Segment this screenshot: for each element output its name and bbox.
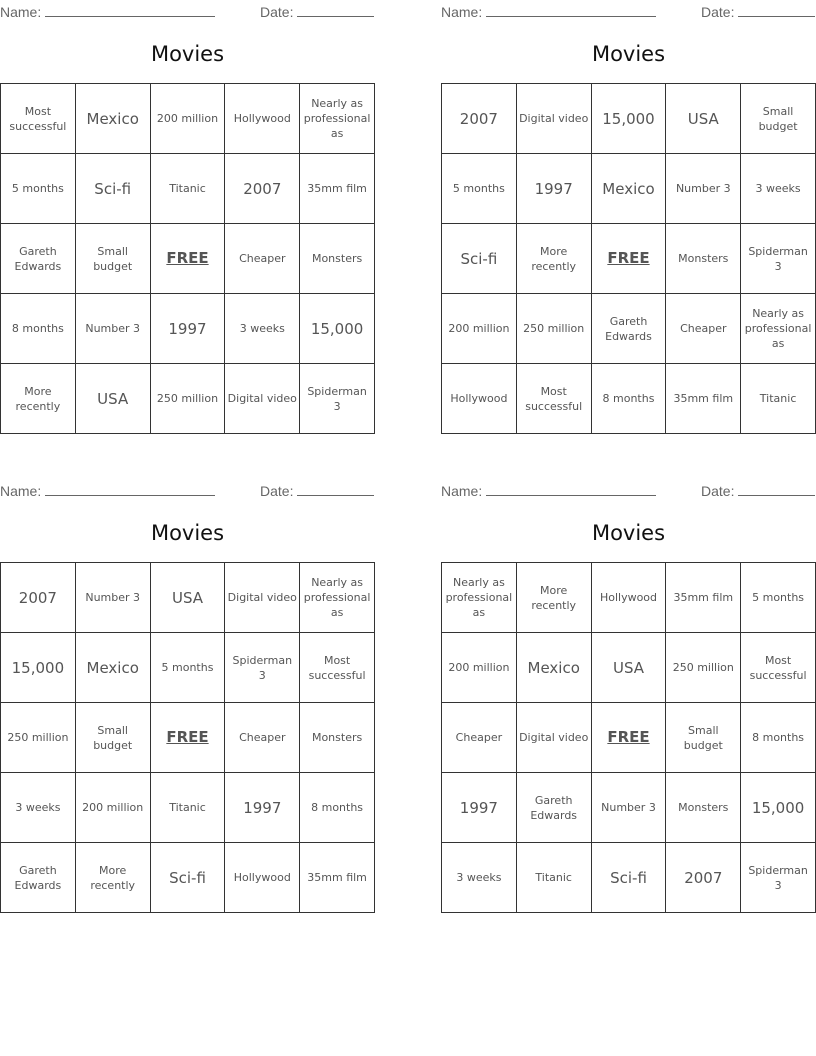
grid-row	[442, 703, 816, 773]
grid-row	[442, 563, 816, 633]
bingo-cell: Cheaper	[225, 224, 300, 294]
grid-row	[442, 154, 816, 224]
bingo-cell: USA	[151, 563, 226, 633]
bingo-cell: Nearly as professional as	[442, 563, 517, 633]
free-space-cell: FREE	[151, 703, 226, 773]
bingo-cell: Gareth Edwards	[592, 294, 667, 364]
bingo-cell: Hollywood	[592, 563, 667, 633]
grid-row	[1, 843, 375, 913]
name-field	[0, 2, 215, 20]
date-line	[297, 2, 374, 17]
bingo-cell: 35mm film	[300, 154, 375, 224]
grid-row	[442, 294, 816, 364]
grid-row	[1, 84, 375, 154]
bingo-cell: Most successful	[517, 364, 592, 434]
date-label: Date:	[701, 4, 735, 20]
bingo-cell: More recently	[517, 563, 592, 633]
bingo-cell: Cheaper	[225, 703, 300, 773]
bingo-card-2	[441, 0, 816, 435]
bingo-cell: 2007	[442, 84, 517, 154]
bingo-cell: 2007	[225, 154, 300, 224]
bingo-cell: Most successful	[741, 633, 816, 703]
bingo-cell: 5 months	[741, 563, 816, 633]
bingo-cell: More recently	[76, 843, 151, 913]
bingo-cell: USA	[666, 84, 741, 154]
bingo-cell: Spiderman 3	[225, 633, 300, 703]
free-space-cell: FREE	[151, 224, 226, 294]
bingo-cell: Digital video	[225, 364, 300, 434]
name-label: Name:	[0, 483, 42, 499]
bingo-card-4	[441, 479, 816, 914]
bingo-cell: Number 3	[666, 154, 741, 224]
bingo-cell: 15,000	[741, 773, 816, 843]
name-line	[45, 481, 215, 496]
bingo-cell: Monsters	[300, 224, 375, 294]
bingo-cell: Gareth Edwards	[1, 224, 76, 294]
bingo-cell: Digital video	[517, 703, 592, 773]
grid-row	[1, 224, 375, 294]
bingo-cell: Digital video	[517, 84, 592, 154]
date-field	[701, 2, 815, 20]
bingo-cell: Nearly as professional as	[300, 563, 375, 633]
name-line	[486, 481, 656, 496]
bingo-cell: Mexico	[76, 84, 151, 154]
bingo-cell: 200 million	[76, 773, 151, 843]
bingo-cell: Hollywood	[225, 843, 300, 913]
bingo-cell: Mexico	[592, 154, 667, 224]
name-label: Name:	[441, 4, 483, 20]
date-label: Date:	[260, 4, 294, 20]
bingo-cell: 8 months	[741, 703, 816, 773]
bingo-cell: Hollywood	[225, 84, 300, 154]
bingo-cell: Titanic	[151, 773, 226, 843]
bingo-cell: 1997	[517, 154, 592, 224]
grid-row	[1, 294, 375, 364]
date-field	[260, 481, 374, 499]
bingo-cell: Small budget	[741, 84, 816, 154]
bingo-cell: 1997	[442, 773, 517, 843]
bingo-cell: 250 million	[666, 633, 741, 703]
bingo-grid	[441, 562, 816, 913]
bingo-cell: Spiderman 3	[741, 843, 816, 913]
grid-row	[1, 633, 375, 703]
card-header	[0, 481, 375, 499]
grid-row	[442, 773, 816, 843]
bingo-cell: Nearly as professional as	[300, 84, 375, 154]
grid-row	[442, 364, 816, 434]
name-field	[441, 481, 656, 499]
bingo-cell: Monsters	[300, 703, 375, 773]
bingo-cell: Spiderman 3	[741, 224, 816, 294]
bingo-grid	[0, 83, 375, 434]
date-line	[297, 481, 374, 496]
bingo-cell: 2007	[666, 843, 741, 913]
bingo-cell: Most successful	[300, 633, 375, 703]
date-label: Date:	[260, 483, 294, 499]
date-field	[701, 481, 815, 499]
bingo-cell: Monsters	[666, 224, 741, 294]
bingo-cell: Titanic	[517, 843, 592, 913]
bingo-cell: 200 million	[442, 633, 517, 703]
bingo-cell: 15,000	[592, 84, 667, 154]
bingo-cell: Spiderman 3	[300, 364, 375, 434]
bingo-cell: 2007	[1, 563, 76, 633]
bingo-cell: Cheaper	[666, 294, 741, 364]
bingo-cell: 5 months	[442, 154, 517, 224]
grid-row	[1, 773, 375, 843]
name-line	[45, 2, 215, 17]
bingo-cell: 3 weeks	[225, 294, 300, 364]
name-field	[441, 2, 656, 20]
bingo-cell: 5 months	[151, 633, 226, 703]
bingo-cell: Sci-fi	[151, 843, 226, 913]
bingo-cell: Titanic	[741, 364, 816, 434]
name-line	[486, 2, 656, 17]
bingo-cell: 3 weeks	[1, 773, 76, 843]
grid-row	[442, 843, 816, 913]
bingo-cell: 15,000	[1, 633, 76, 703]
card-title: Movies	[150, 521, 225, 545]
date-field	[260, 2, 374, 20]
bingo-cell: 8 months	[300, 773, 375, 843]
name-label: Name:	[0, 4, 42, 20]
bingo-grid	[441, 83, 816, 434]
bingo-cell: 200 million	[151, 84, 226, 154]
bingo-cell: USA	[76, 364, 151, 434]
free-space-cell: FREE	[592, 703, 667, 773]
bingo-cell: 3 weeks	[442, 843, 517, 913]
bingo-cell: 200 million	[442, 294, 517, 364]
bingo-cell: Small budget	[76, 224, 151, 294]
bingo-cell: USA	[592, 633, 667, 703]
bingo-cell: Sci-fi	[442, 224, 517, 294]
bingo-cell: Nearly as professional as	[741, 294, 816, 364]
bingo-cell: More recently	[517, 224, 592, 294]
bingo-cell: 250 million	[517, 294, 592, 364]
bingo-cell: 1997	[151, 294, 226, 364]
name-label: Name:	[441, 483, 483, 499]
card-header	[0, 2, 375, 20]
bingo-cell: Gareth Edwards	[1, 843, 76, 913]
bingo-cell: Most successful	[1, 84, 76, 154]
bingo-cell: 8 months	[592, 364, 667, 434]
card-title: Movies	[150, 42, 225, 66]
bingo-cell: Mexico	[517, 633, 592, 703]
bingo-cell: More recently	[1, 364, 76, 434]
bingo-cell: 5 months	[1, 154, 76, 224]
bingo-cell: Small budget	[76, 703, 151, 773]
bingo-cell: 250 million	[1, 703, 76, 773]
grid-row	[1, 703, 375, 773]
bingo-cell: Number 3	[76, 294, 151, 364]
bingo-cell: 250 million	[151, 364, 226, 434]
grid-row	[1, 154, 375, 224]
date-line	[738, 2, 815, 17]
name-field	[0, 481, 215, 499]
bingo-cell: Titanic	[151, 154, 226, 224]
bingo-cell: Sci-fi	[592, 843, 667, 913]
bingo-cell: 35mm film	[300, 843, 375, 913]
card-title: Movies	[591, 521, 666, 545]
bingo-cell: Sci-fi	[76, 154, 151, 224]
grid-row	[1, 563, 375, 633]
card-header	[441, 481, 816, 499]
free-space-cell: FREE	[592, 224, 667, 294]
bingo-cell: Hollywood	[442, 364, 517, 434]
bingo-cell: Mexico	[76, 633, 151, 703]
bingo-cell: 15,000	[300, 294, 375, 364]
date-label: Date:	[701, 483, 735, 499]
bingo-grid	[0, 562, 375, 913]
card-header	[441, 2, 816, 20]
grid-row	[442, 224, 816, 294]
bingo-cell: 35mm film	[666, 364, 741, 434]
bingo-card-1	[0, 0, 375, 435]
bingo-cell: 1997	[225, 773, 300, 843]
grid-row	[1, 364, 375, 434]
date-line	[738, 481, 815, 496]
bingo-cell: Number 3	[592, 773, 667, 843]
bingo-cell: Number 3	[76, 563, 151, 633]
card-title: Movies	[591, 42, 666, 66]
bingo-cell: Small budget	[666, 703, 741, 773]
bingo-cell: 35mm film	[666, 563, 741, 633]
grid-row	[442, 84, 816, 154]
bingo-cell: Cheaper	[442, 703, 517, 773]
bingo-cell: Digital video	[225, 563, 300, 633]
bingo-cell: 3 weeks	[741, 154, 816, 224]
bingo-cell: 8 months	[1, 294, 76, 364]
grid-row	[442, 633, 816, 703]
bingo-cell: Gareth Edwards	[517, 773, 592, 843]
bingo-card-3	[0, 479, 375, 914]
bingo-cell: Monsters	[666, 773, 741, 843]
